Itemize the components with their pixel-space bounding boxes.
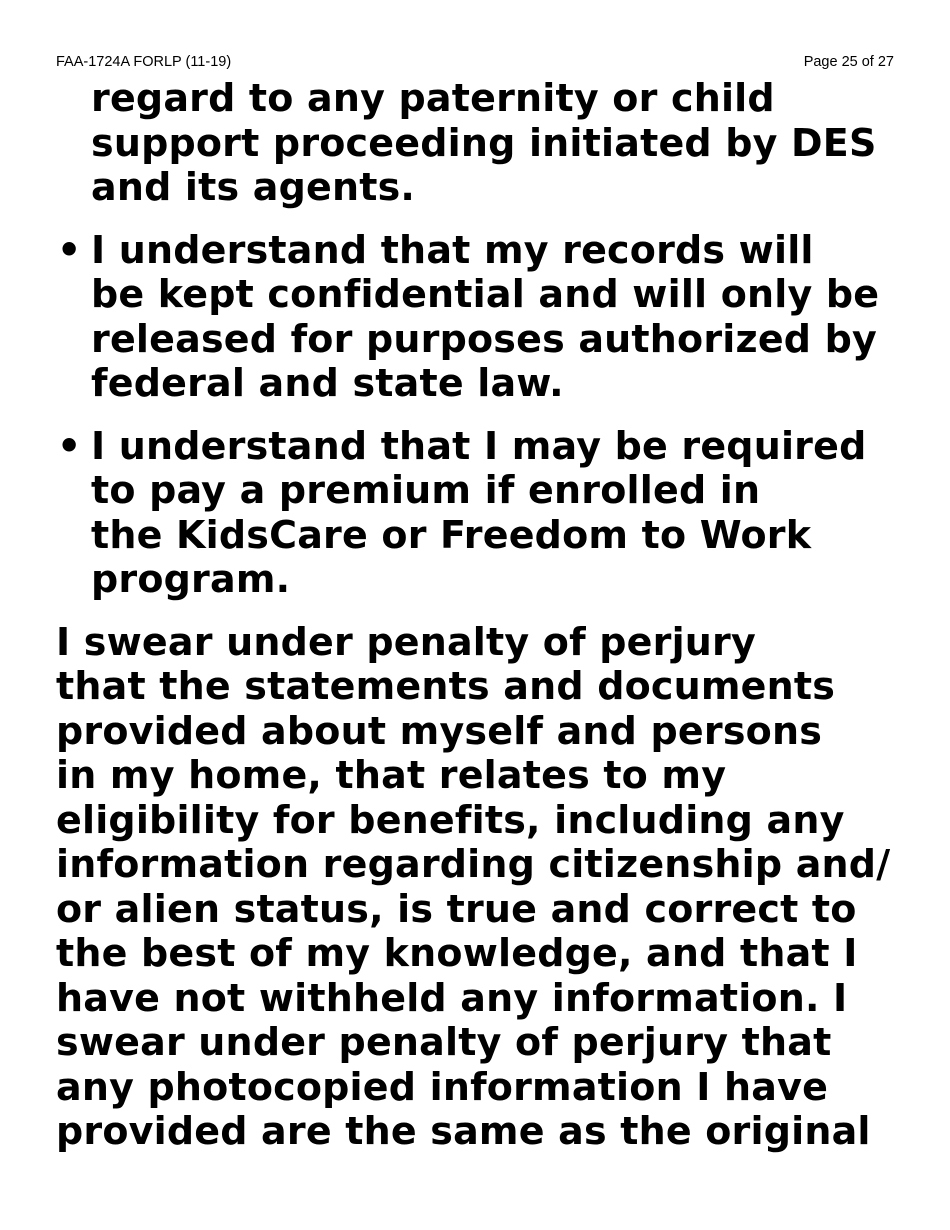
bullet-icon: • xyxy=(57,227,82,272)
text-line: have not withheld any information. I xyxy=(56,975,848,1020)
text-line: the KidsCare or Freedom to Work xyxy=(91,512,812,557)
text-line: federal and state law. xyxy=(91,361,564,405)
text-line: or alien status, is true and correct to xyxy=(56,886,857,931)
bullet-icon: • xyxy=(57,423,82,468)
text-line: swear under penalty of perjury that xyxy=(56,1020,832,1064)
text-line: information regarding citizenship and/ xyxy=(56,842,891,886)
form-id: FAA-1724A FORLP (11-19) xyxy=(56,54,232,70)
text-line: I understand that my records will xyxy=(91,227,814,272)
page-number: Page 25 of 27 xyxy=(803,54,894,70)
text-line: any photocopied information I have xyxy=(56,1064,829,1109)
text-line: support proceeding initiated by DES xyxy=(91,120,877,165)
text-line: and its agents. xyxy=(91,165,416,209)
text-line: provided about myself and persons xyxy=(56,708,823,753)
text-line: I swear under penalty of perjury xyxy=(56,619,756,664)
text-line: I understand that I may be required xyxy=(91,423,867,468)
bullet-item-records-confidential xyxy=(56,228,906,406)
text-line: regard to any paternity or child xyxy=(91,76,775,120)
oath-paragraph xyxy=(56,620,906,1154)
text-line: in my home, that relates to my xyxy=(56,753,727,797)
text-line: the best of my knowledge, and that I xyxy=(56,931,858,975)
text-line: provided are the same as the original xyxy=(56,1109,871,1153)
text-line: to pay a premium if enrolled in xyxy=(91,468,761,512)
text-line: that the statements and documents xyxy=(56,664,836,708)
document-body xyxy=(56,76,906,1154)
bullet-item-premium xyxy=(56,424,906,602)
text-line: eligibility for benefits, including any xyxy=(56,797,845,842)
text-line: released for purposes authorized by xyxy=(91,316,877,361)
text-line: program. xyxy=(91,557,291,601)
text-line: be kept confidential and will only be xyxy=(91,272,880,316)
continuation-paragraph xyxy=(56,76,906,210)
